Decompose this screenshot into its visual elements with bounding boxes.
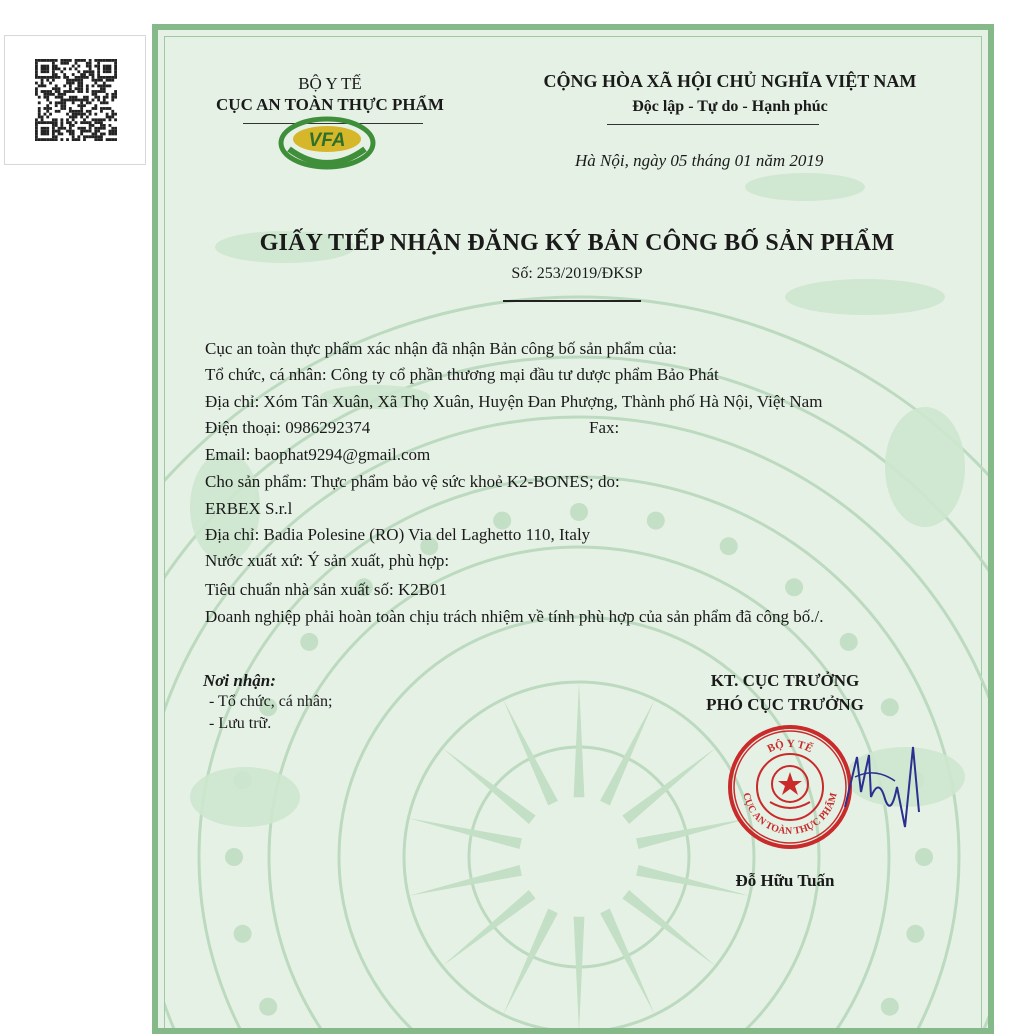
- standard-line: Tiêu chuẩn nhà sản xuất số: K2B01: [205, 580, 448, 599]
- recipient-item: - Tổ chức, cá nhân;: [209, 693, 333, 710]
- svg-text:BỘ Y TẾ: [766, 737, 815, 755]
- seal-top-text: BỘ Y TẾ: [765, 737, 815, 756]
- signature-authority: KT. CỤC TRƯỞNG: [710, 671, 860, 690]
- document-title: GIẤY TIẾP NHẬN ĐĂNG KÝ BẢN CÔNG BỐ SẢN PHẨM: [259, 230, 895, 256]
- manufacturer-address-line: Địa chỉ: Badia Polesine (RO) Via del Laghetto 110, Italy: [205, 525, 591, 544]
- vfa-logo: [275, 115, 379, 173]
- qr-code-icon: [32, 59, 120, 141]
- address-line: Địa chỉ: Xóm Tân Xuân, Xã Thọ Xuân, Huyện Đan Phượng, Thành phố Hà Nội, Việt Nam: [205, 392, 823, 411]
- inner-border: [164, 36, 982, 1028]
- email-line: Email: baophat9294@gmail.com: [205, 445, 431, 464]
- ministry-name: BỘ Y TẾ: [298, 74, 362, 93]
- qr-code-panel: [4, 35, 146, 165]
- signer-name: Đỗ Hữu Tuấn: [735, 871, 835, 890]
- phone-line: Điện thoại: 0986292374: [205, 418, 371, 437]
- department-name: CỤC AN TOÀN THỰC PHẨM: [216, 95, 444, 114]
- signature-title: PHÓ CỤC TRƯỞNG: [706, 695, 864, 714]
- handwritten-signature: [835, 737, 925, 837]
- recipients-title: Nơi nhận:: [203, 671, 276, 690]
- motto-underline: [607, 124, 819, 125]
- national-motto: Độc lập - Tự do - Hạnh phúc: [632, 98, 828, 115]
- issuing-agency: [195, 73, 465, 115]
- recipient-item: - Lưu trữ.: [209, 715, 272, 732]
- responsibility-line: Doanh nghiệp phải hoàn toàn chịu trách nhiệm về tính phù hợp của sản phẩm đã công bố./.: [205, 607, 824, 626]
- intro-line: Cục an toàn thực phẩm xác nhận đã nhận Bản công bố sản phẩm của:: [205, 339, 677, 358]
- seal-bottom-text: CỤC AN TOÀN THỰC PHẨM: [740, 791, 840, 838]
- organization-line: Tổ chức, cá nhân: Công ty cổ phần thương mại đầu tư dược phẩm Bảo Phát: [205, 365, 719, 384]
- place-and-date: Hà Nội, ngày 05 tháng 01 năm 2019: [575, 151, 824, 170]
- republic-name: CỘNG HÒA XÃ HỘI CHỦ NGHĨA VIỆT NAM: [543, 71, 917, 91]
- fax-line: Fax:: [589, 418, 620, 437]
- product-line: Cho sản phẩm: Thực phẩm bảo vệ sức khoẻ K2-BONES; do:: [205, 472, 620, 491]
- title-underline: [503, 300, 641, 302]
- origin-line: Nước xuất xứ: Ý sản xuất, phù hợp:: [205, 551, 450, 570]
- document-number: Số: 253/2019/ĐKSP: [511, 265, 643, 282]
- manufacturer-line: ERBEX S.r.l: [205, 499, 293, 518]
- certificate-document: [152, 24, 994, 1034]
- logo-text: VFA: [308, 130, 346, 151]
